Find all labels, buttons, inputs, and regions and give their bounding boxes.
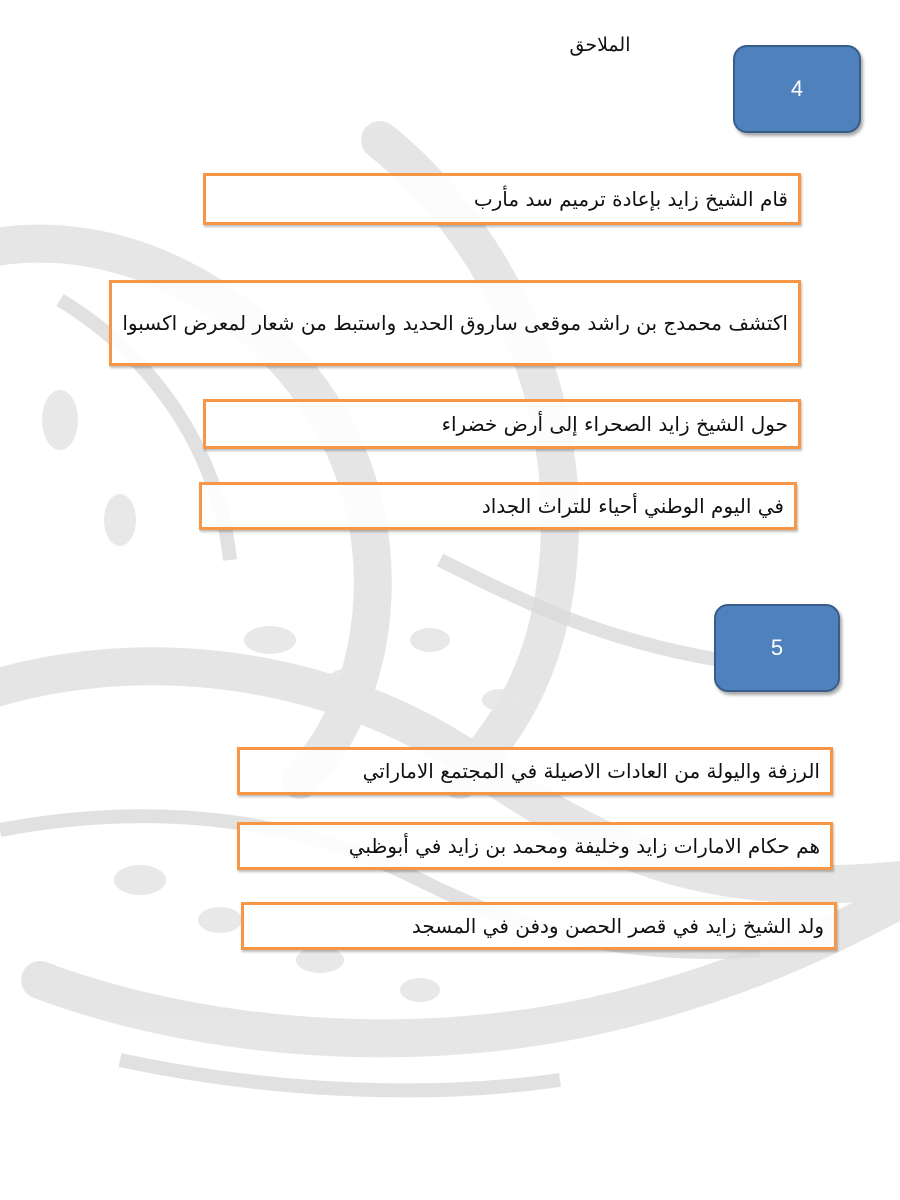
statement-box <box>109 280 801 366</box>
statement-text: اكتشف محمدج بن راشد موقعى ساروق الحديد واستبط من شعار لمعرض اكسبوا <box>122 310 788 335</box>
page-title: الملاحق <box>569 34 631 56</box>
statement-text: هم حكام الامارات زايد وخليفة ومحمد بن زايد في أبوظبي <box>348 833 820 858</box>
statement-text: قام الشيخ زايد بإعادة ترميم سد مأرب <box>473 186 788 211</box>
statement-box <box>203 173 801 225</box>
statement-text: حول الشيخ زايد الصحراء إلى أرض خضراء <box>441 411 788 436</box>
statement-box <box>203 399 801 449</box>
statement-text: الرزفة واليولة من العادات الاصيلة في المجتمع الاماراتي <box>362 758 820 783</box>
statement-text: ولد الشيخ زايد في قصر الحصن ودفن في المسجد <box>411 913 824 938</box>
statement-box <box>199 482 797 530</box>
section-number-badge: 4 <box>733 45 861 133</box>
statement-text: في اليوم الوطني أحياء للتراث الجداد <box>481 493 784 518</box>
statement-box <box>237 747 833 795</box>
section-number-badge: 5 <box>714 604 840 692</box>
statement-box <box>241 902 837 950</box>
statement-box <box>237 822 833 870</box>
